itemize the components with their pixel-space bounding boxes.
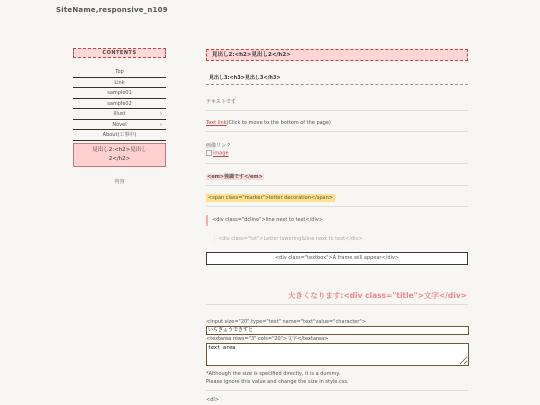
broken-image-icon xyxy=(206,150,212,156)
sidebar-item-label: sample02 xyxy=(107,100,132,107)
marker-block xyxy=(206,195,468,207)
big-title: 大きくなります:<div class="title">文字</div> xyxy=(206,290,468,305)
image-link-text: image xyxy=(213,150,229,157)
sidebar-heading: CONTENTS xyxy=(73,48,166,58)
dcline-text: <div class="dcline">line next to text</div> xyxy=(206,215,468,226)
chevron-right-icon: › xyxy=(160,121,162,128)
h2-heading: 見出し2:<h2>見出し2</h2> xyxy=(206,49,468,61)
sidebar-text: 内容 xyxy=(114,178,125,185)
text-link-tail: (Click to move to the bottom of the page) xyxy=(226,120,331,126)
main-content xyxy=(206,49,468,404)
input-code-label: <input size="20" type="text" name="text"value="character"> xyxy=(206,318,366,325)
size-note xyxy=(206,370,468,391)
em-block xyxy=(206,173,468,186)
sidebar-item-label: About(工事中) xyxy=(102,132,137,138)
sidebar-item-novel[interactable] xyxy=(73,120,166,131)
sidebar-item-link[interactable] xyxy=(73,78,166,89)
size-note-line2: Please ignore this value and change the size in style.css. xyxy=(206,378,349,385)
text-input[interactable] xyxy=(206,326,469,335)
form-sample xyxy=(206,319,468,404)
sidebar-menu xyxy=(73,67,166,141)
txt-text: <div class="txt">Letter lowering&line next to text</div> xyxy=(214,234,468,244)
text-link-paragraph xyxy=(206,120,468,132)
sidebar-item-about[interactable] xyxy=(73,130,166,141)
marker-text: <span class="marker">letter decoration</span> xyxy=(208,194,333,201)
image-link[interactable] xyxy=(206,150,468,158)
textarea-code-label: <textarea rows="3" cols="20">文字</textarea> xyxy=(206,335,329,342)
sidebar-item-label: Link xyxy=(114,79,125,86)
sidebar-h2-line2: 2</h2> xyxy=(108,155,131,162)
textarea-field[interactable] xyxy=(206,343,469,366)
sidebar-item-label: sample01 xyxy=(107,90,132,96)
sidebar xyxy=(73,48,166,185)
sidebar-h2-heading xyxy=(73,143,166,167)
sidebar-item-sample02[interactable] xyxy=(73,99,166,110)
chevron-right-icon: › xyxy=(160,111,162,117)
sidebar-h2-line1: 見出し2:<h2>見出し xyxy=(92,146,147,153)
text-paragraph: テキストです xyxy=(206,98,468,111)
sidebar-item-label: Illust xyxy=(113,111,126,117)
dl-code-label: <dl> xyxy=(206,396,219,403)
site-title[interactable]: SiteName,responsive_n109 xyxy=(56,6,168,14)
textbox-frame: <div class="textbox">A frame will appear</div> xyxy=(206,252,468,265)
sidebar-item-top[interactable] xyxy=(73,67,166,78)
em-text: <em>強調です</em> xyxy=(207,173,263,180)
sidebar-item-label: Top xyxy=(115,69,124,75)
sidebar-item-illust[interactable] xyxy=(73,109,166,120)
size-note-line1: *Although the size is specified directly, it is a dummy. xyxy=(206,370,341,377)
text-link[interactable]: Text link xyxy=(206,120,227,126)
image-link-block xyxy=(206,143,468,164)
sidebar-item-sample01[interactable] xyxy=(73,88,166,99)
sidebar-item-label: Novel xyxy=(112,121,127,128)
h3-heading: 見出し3:<h3>見出し3</h3> xyxy=(206,74,468,85)
image-link-label: 画像リンク xyxy=(206,143,231,149)
